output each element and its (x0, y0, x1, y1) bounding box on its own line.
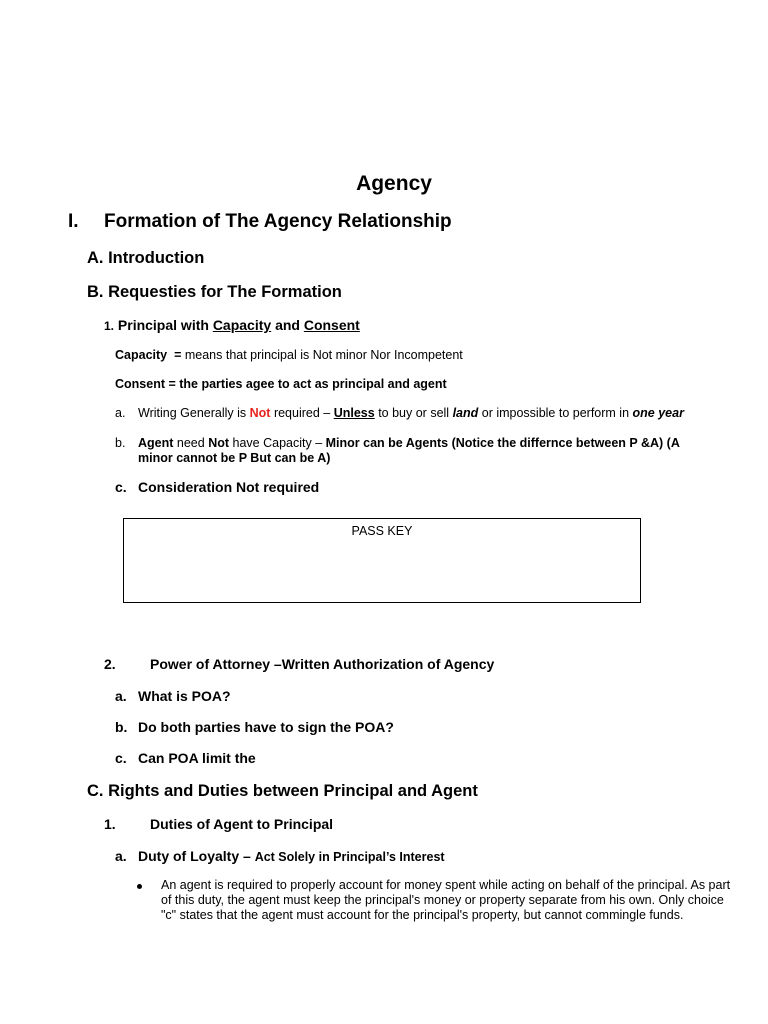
b2-item-b-letter: b. (115, 719, 128, 735)
item-b-line1 (138, 436, 680, 450)
c1a-text: Duty of Loyalty – (138, 848, 251, 864)
c1-heading: Duties of Agent to Principal (150, 816, 334, 832)
c1a-sub: Act Solely in Principal’s Interest (254, 850, 445, 864)
item-b-agent: Agent (138, 436, 174, 450)
item-b-line2: minor cannot be P But can be A) (138, 451, 331, 465)
item-a-text (138, 406, 684, 420)
b1-prefix: Principal with (117, 317, 209, 333)
b2-heading: Power of Attorney –Written Authorization of Agency (150, 656, 495, 672)
item-b-not: Not (208, 436, 230, 450)
section-number: I. (68, 211, 79, 232)
passkey-box (123, 518, 641, 603)
item-a-t1: Writing Generally is (138, 406, 247, 420)
c1a-heading (138, 848, 445, 864)
b2-number: 2. (104, 656, 116, 672)
passkey-label: PASS KEY (351, 524, 413, 538)
b2-item-a-letter: a. (115, 688, 127, 704)
subsection-a-heading: A. Introduction (87, 249, 205, 267)
item-b-letter: b. (115, 436, 126, 450)
section-heading: Formation of The Agency Relationship (104, 211, 452, 232)
item-a-not: Not (249, 406, 271, 420)
b2-item-c-letter: c. (115, 750, 127, 766)
c1a-letter: a. (115, 848, 127, 864)
b1-heading (104, 317, 360, 333)
bullet-paragraph: An agent is required to properly account for money spent while acting on behalf of the principal. As part of this duty, the agent must keep the principal's money or property separate from his own. Only choice "c" states that the agent must account for the principal's property, but cannot commingle funds. (161, 878, 731, 922)
subsection-b-heading: B. Requesties for The Formation (87, 283, 342, 301)
item-a-one-year: one year (632, 406, 684, 420)
consent-definition: Consent = the parties agee to act as principal and agent (115, 377, 447, 391)
bullet-icon (137, 884, 142, 889)
page-title: Agency (356, 172, 432, 195)
b1-and: and (275, 317, 300, 333)
b1-consent: Consent (303, 317, 360, 333)
item-a-unless: Unless (333, 406, 375, 420)
capacity-definition (115, 348, 463, 362)
item-b-t2: have Capacity – (232, 436, 323, 450)
item-b-bold-rest: Minor can be Agents (Notice the differnce between P &A) (A (325, 436, 680, 450)
capacity-eq: = (174, 348, 182, 362)
subsection-c-heading: C. Rights and Duties between Principal and Agent (87, 782, 478, 800)
b2-item-a-text: What is POA? (138, 688, 231, 704)
c1-number: 1. (104, 816, 116, 832)
item-a-letter: a. (115, 406, 126, 420)
item-a-t2: required – (273, 406, 331, 420)
capacity-term: Capacity (115, 348, 168, 362)
b1-capacity: Capacity (212, 317, 272, 333)
item-a-land: land (452, 406, 479, 420)
item-c-text: Consideration Not required (138, 479, 320, 495)
capacity-text: means that principal is Not minor Nor Incompetent (184, 348, 463, 362)
item-c-letter: c. (115, 479, 127, 495)
item-b-t1: need (176, 436, 205, 450)
b1-number: 1. (104, 319, 115, 333)
b2-item-c-text: Can POA limit the (138, 750, 256, 766)
item-a-t3: to buy or sell (378, 406, 450, 420)
b2-item-b-text: Do both parties have to sign the POA? (138, 719, 394, 735)
item-a-t4: or impossible to perform in (481, 406, 630, 420)
